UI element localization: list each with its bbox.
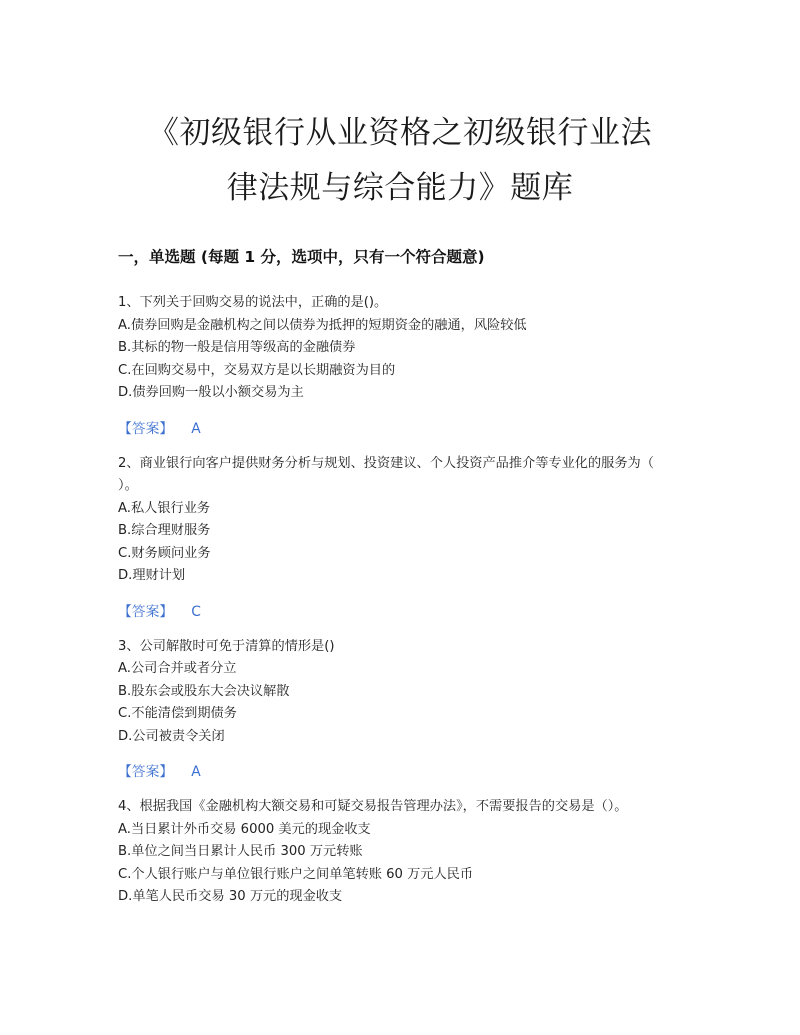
answer-line: [118, 418, 678, 440]
option-a: A.私人银行业务: [118, 500, 211, 516]
question-list: [118, 292, 678, 909]
option-d: D.债券回购一般以小额交易为主: [118, 385, 304, 400]
option-b: B.其标的物一般是信用等级高的金融债券: [118, 340, 356, 355]
option-a: A.债券回购是金融机构之间以债券为抵押的短期资金的融通，风险较低: [118, 317, 527, 333]
option-b: B.股东会或股东大会决议解散: [118, 683, 290, 699]
option-d: D.理财计划: [118, 568, 186, 583]
option-c: C.在回购交易中，交易双方是以长期融资为目的: [118, 362, 396, 378]
option-b: B.综合理财服务: [118, 523, 211, 538]
option-c: C.不能清偿到期债务: [118, 706, 237, 721]
question-4: [118, 796, 678, 909]
option-b: B.单位之间当日累计人民币 300 万元转账: [118, 844, 363, 859]
answer-label: 【答案】: [118, 764, 174, 780]
title-line-1: 《初级银行从业资格之初级银行业法: [148, 115, 652, 151]
question-stem: 4、根据我国《金融机构大额交易和可疑交易报告管理办法》，不需要报告的交易是（）。: [118, 799, 628, 814]
answer-line: [118, 761, 678, 783]
answer-value: A: [191, 764, 201, 780]
option-c: C.财务顾问业务: [118, 545, 211, 561]
option-a: A.当日累计外币交易 6000 美元的现金收支: [118, 821, 371, 837]
option-d: D.公司被责令关闭: [118, 728, 225, 744]
answer-label: 【答案】: [118, 420, 174, 437]
question-stem: 3、公司解散时可免于清算的情形是(): [118, 638, 335, 654]
answer-value: A: [191, 420, 201, 437]
question-3: [118, 636, 678, 784]
title-line-2: 律法规与综合能力》题库: [226, 170, 574, 206]
option-a: A.公司合并或者分立: [118, 661, 237, 676]
option-c: C.个人银行账户与单位银行账户之间单笔转账 60 万元人民币: [118, 866, 474, 882]
answer-label: 【答案】: [118, 603, 174, 620]
option-d: D.单笔人民币交易 30 万元的现金收支: [118, 889, 343, 904]
question-2: [118, 453, 678, 623]
section-heading: 一，单选题 (每题 1 分，选项中，只有一个符合题意): [118, 248, 485, 266]
question-1: [118, 292, 678, 440]
answer-value: C: [191, 603, 201, 620]
question-stem: 2、商业银行向客户提供财务分析与规划、投资建议、个人投资产品推介等专业化的服务为（ ）。: [118, 455, 654, 493]
document-title: [0, 106, 800, 216]
question-stem: 1、下列关于回购交易的说法中，正确的是()。: [118, 295, 388, 310]
answer-line: [118, 601, 678, 623]
